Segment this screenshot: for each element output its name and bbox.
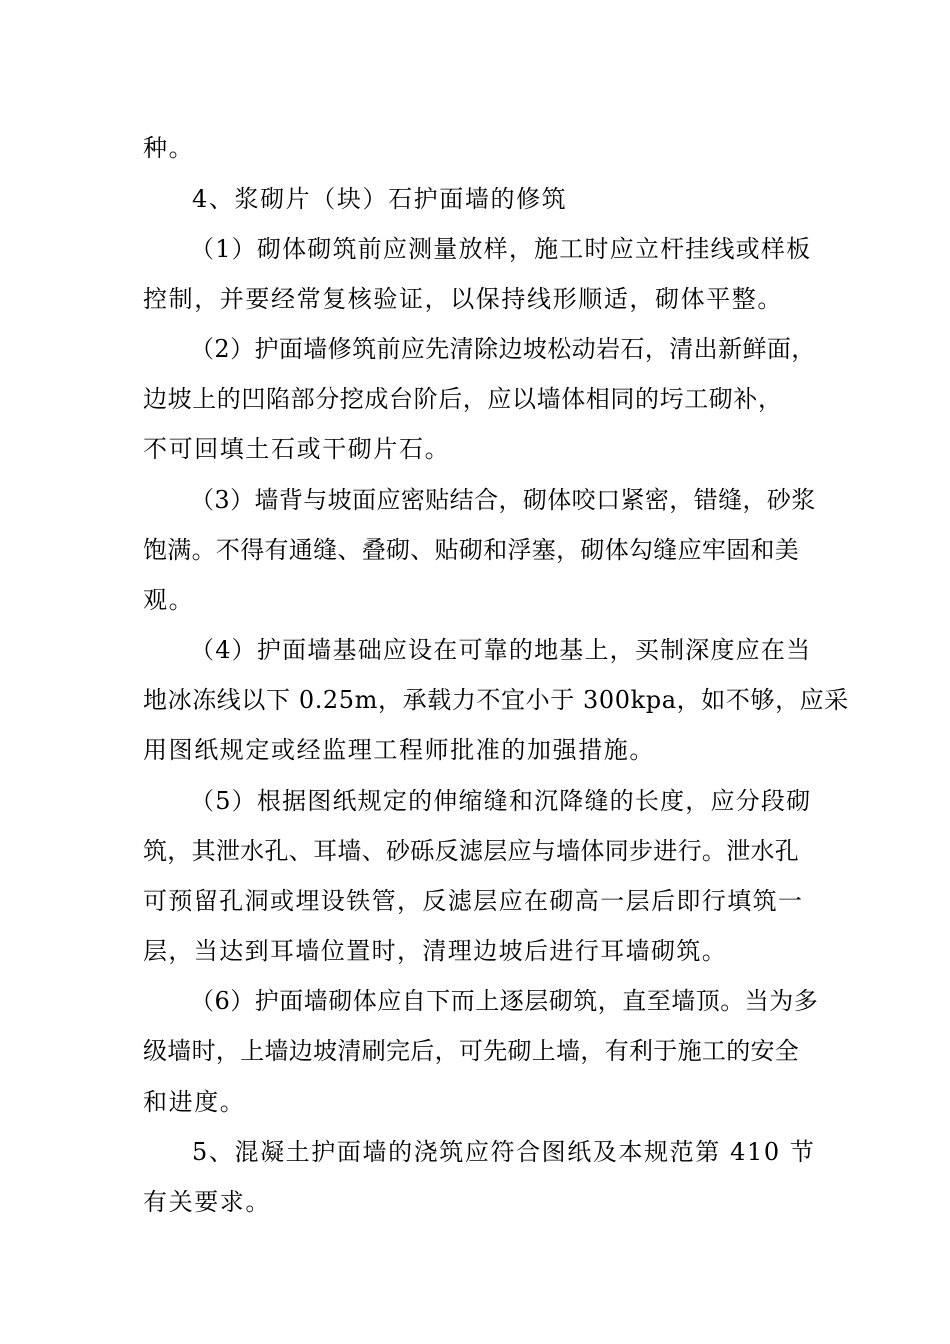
text-line: 和进度。: [143, 1088, 246, 1116]
text-line: （2）护面墙修筑前应先清除边坡松动岩石，清出新鲜面，: [190, 335, 816, 363]
text-line: 种。: [143, 134, 195, 162]
text-line: 边坡上的凹陷部分挖成台阶后，应以墙体相同的圬工砌补，: [143, 385, 783, 413]
text-line: 有关要求。: [143, 1188, 271, 1216]
text-line: （6）护面墙砌体应自下而上逐层砌筑，直至墙顶。当为多: [190, 987, 819, 1015]
text-line: 级墙时，上墙边坡清刷完后，可先砌上墙，有利于施工的安全: [143, 1037, 800, 1065]
text-line: 不可回填土石或干砌片石。: [143, 435, 451, 463]
text-line: 4、浆砌片（块）石护面墙的修筑: [192, 185, 568, 213]
text-line: 控制，并要经常复核验证，以保持线形顺适，砌体平整。: [143, 285, 783, 313]
text-line: （5）根据图纸规定的伸缩缝和沉降缝的长度，应分段砌: [190, 787, 812, 815]
text-line: （1）砌体砌筑前应测量放样，施工时应立杆挂线或样板: [190, 235, 812, 263]
text-line: 观。: [143, 586, 195, 614]
text-line: （3）墙背与坡面应密贴结合，砌体咬口紧密，错缝，砂浆: [190, 486, 816, 514]
text-line: 用图纸规定或经监理工程师批准的加强措施。: [143, 736, 655, 764]
text-line: 地冰冻线以下 0.25m，承载力不宜小于 300kpa，如不够，应采: [143, 686, 849, 714]
text-line: 层，当达到耳墙位置时，清理边坡后进行耳墙砌筑。: [143, 937, 728, 965]
text-line: 5、混凝土护面墙的浇筑应符合图纸及本规范第 410 节: [192, 1138, 816, 1166]
text-line: 可预留孔洞或埋设铁管，反滤层应在砌高一层后即行填筑一: [143, 887, 804, 915]
text-line: （4）护面墙基础应设在可靠的地基上，买制深度应在当: [190, 636, 812, 664]
text-line: 饱满。不得有通缝、叠砌、贴砌和浮塞，砌体勾缝应牢固和美: [143, 536, 800, 564]
text-line: 筑，其泄水孔、耳墙、砂砾反滤层应与墙体同步进行。泄水孔: [143, 837, 800, 865]
